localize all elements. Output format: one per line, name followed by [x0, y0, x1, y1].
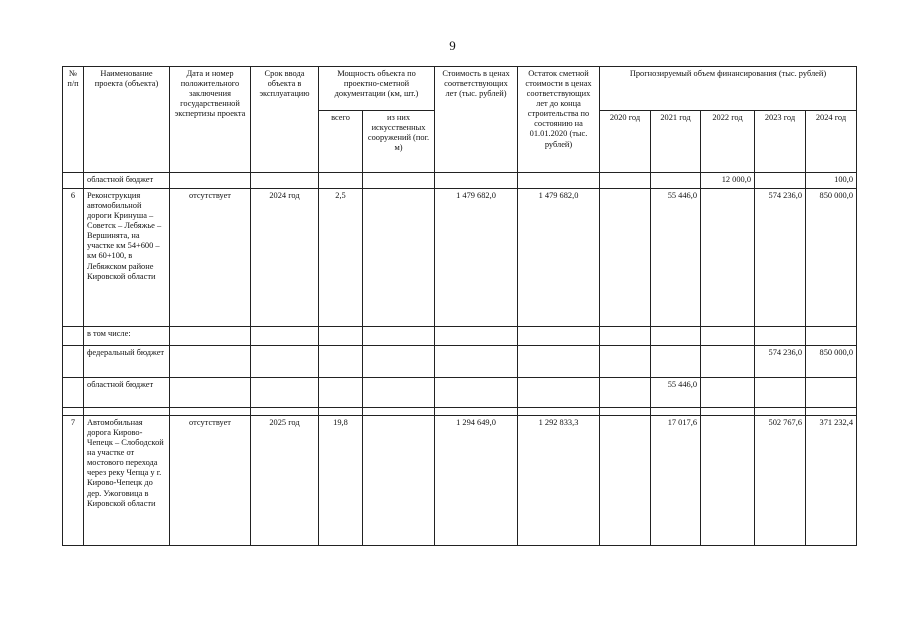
row-label: федеральный бюджет — [84, 346, 170, 378]
commissioning-term: 2025 год — [251, 416, 319, 546]
row-label: областной бюджет — [84, 378, 170, 408]
table-row — [63, 189, 857, 327]
row-label: областной бюджет — [84, 173, 170, 189]
header-cost: Стоимость в ценах соответствующих лет (тыс. рублей) — [435, 67, 518, 173]
cost-value: 1 294 649,0 — [435, 416, 518, 546]
value-2024: 850 000,0 — [806, 189, 857, 327]
header-year-2023: 2023 год — [755, 111, 806, 173]
value-2021: 55 446,0 — [651, 189, 701, 327]
expertise-conclusion: отсутствует — [170, 189, 251, 327]
value-2023: 574 236,0 — [755, 346, 806, 378]
header-num: № п/п — [63, 67, 84, 173]
table-row — [63, 346, 857, 378]
value-2024: 850 000,0 — [806, 346, 857, 378]
value-2024: 100,0 — [806, 173, 857, 189]
table-row — [63, 416, 857, 546]
expertise-conclusion: отсутствует — [170, 416, 251, 546]
header-capacity: Мощность объекта по проектно-сметной документации (км, шт.) — [319, 67, 435, 111]
header-year-2021: 2021 год — [651, 111, 701, 173]
cost-value: 1 479 682,0 — [435, 189, 518, 327]
header-capacity-structures: из них искусственных сооружений (пог. м) — [363, 111, 435, 173]
page-number: 9 — [449, 38, 456, 53]
value-2022: 12 000,0 — [701, 173, 755, 189]
row-label: в том числе: — [84, 327, 170, 346]
commissioning-term: 2024 год — [251, 189, 319, 327]
remainder-value: 1 292 833,3 — [518, 416, 600, 546]
capacity-total: 2,5 — [319, 189, 363, 327]
header-remainder: Остаток сметной стоимости в ценах соответствующих лет до конца строительства по состоянию на 01.01.2020 (тыс. рублей) — [518, 67, 600, 173]
header-financing: Прогнозируемый объем финансирования (тыс. рублей) — [600, 67, 857, 111]
table-row — [63, 327, 857, 346]
header-term: Срок ввода объекта в эксплуатацию — [251, 67, 319, 173]
header-name: Наименование проекта (объекта) — [84, 67, 170, 173]
header-conclusion: Дата и номер положительного заключения государственной экспертизы проекта — [170, 67, 251, 173]
capacity-total: 19,8 — [319, 416, 363, 546]
table-row — [63, 173, 857, 189]
value-2023: 574 236,0 — [755, 189, 806, 327]
value-2023: 502 767,6 — [755, 416, 806, 546]
header-year-2020: 2020 год — [600, 111, 651, 173]
financing-table — [62, 66, 857, 546]
remainder-value: 1 479 682,0 — [518, 189, 600, 327]
row-number: 7 — [63, 416, 84, 546]
header-capacity-total: всего — [319, 111, 363, 173]
table-row — [63, 378, 857, 408]
project-name: Автомобильная дорога Кирово-Чепецк – Слободской на участке от мостового перехода через реку Чепца у г. Кирово-Чепецк до дер. Ужоговица в Кировской области — [84, 416, 170, 546]
value-2021: 17 017,6 — [651, 416, 701, 546]
project-name: Реконструкция автомобильной дороги Кринуша – Советск – Лебяжье – Вершинята, на участке км 54+600 – км 60+100, в Лебяжском районе Кировской области — [84, 189, 170, 327]
value-2024: 371 232,4 — [806, 416, 857, 546]
header-year-2024: 2024 год — [806, 111, 857, 173]
header-year-2022: 2022 год — [701, 111, 755, 173]
row-number: 6 — [63, 189, 84, 327]
value-2021: 55 446,0 — [651, 378, 701, 408]
